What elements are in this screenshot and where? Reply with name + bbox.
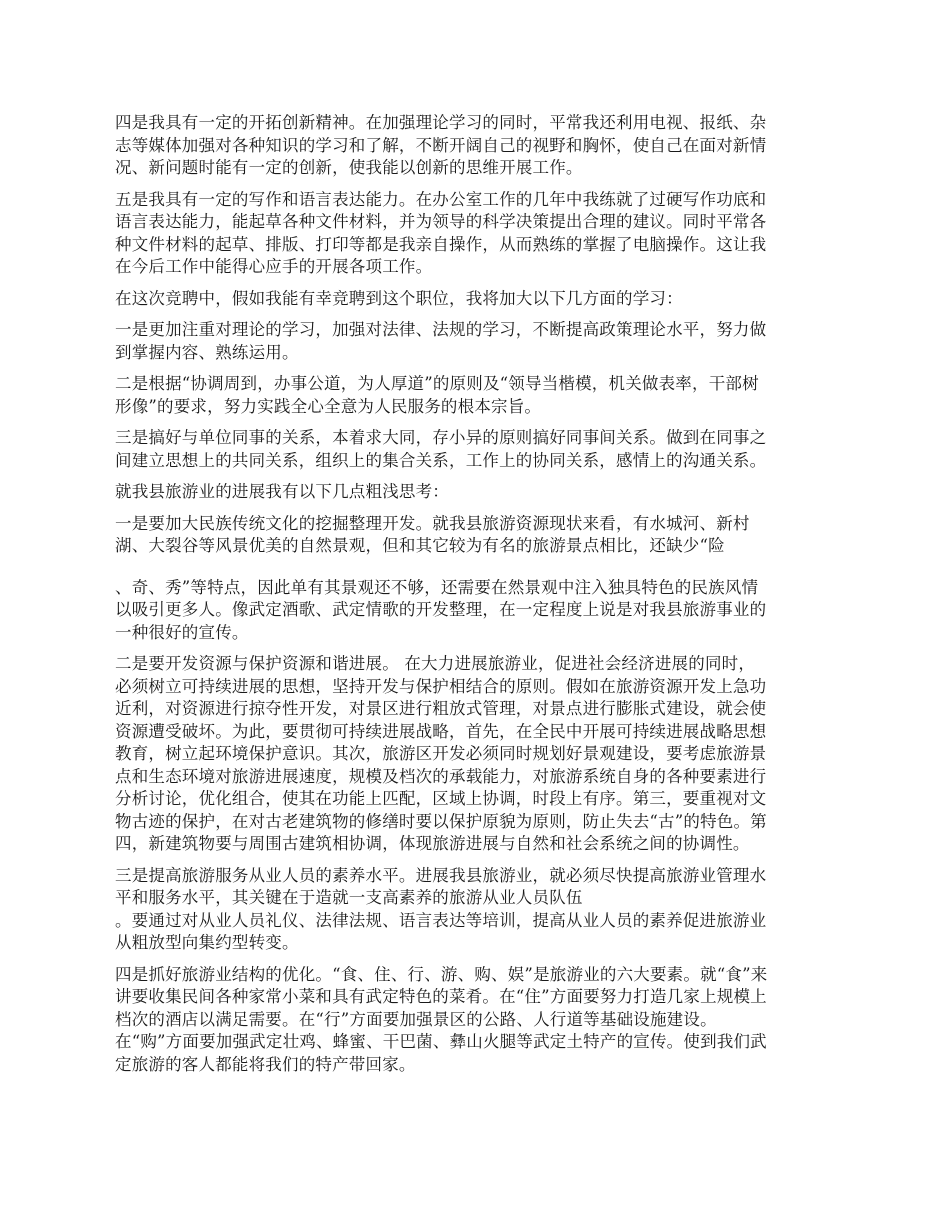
text-line: 以吸引更多人。像武定酒歌、武定情歌的开发整理，在一定程度上说是对我县旅游事业的 — [115, 600, 767, 619]
text-line: 点和生态环境对旅游进展速度，规模及档次的承载能力，对旅游系统自身的各种要素进行 — [115, 766, 767, 786]
text-line: 形像”的要求，努力实践全心全意为人民服务的根本宗旨。 — [115, 396, 542, 416]
text-line: 物古迹的保护，在对古老建筑物的修缮时要以保护原貌为原则，防止失去“古”的特色。第 — [115, 811, 767, 831]
text-line: 。要通过对从业人员礼仪、法律法规、语言表达等培训，提高从业人员的素养促进旅游业 — [115, 910, 767, 930]
paragraph — [115, 964, 841, 1077]
paragraph — [115, 427, 841, 472]
paragraph — [115, 513, 841, 558]
text-line: 讲要收集民间各种家常小菜和具有武定特色的菜肴。在“住”方面要努力打造几家上规模上 — [115, 987, 767, 1006]
text-line: 分析讨论，优化组合，使其在功能上匹配，区域上协调，时段上有序。第三，要重视对文 — [115, 789, 767, 808]
paragraph — [115, 373, 841, 418]
text-line: 湖、大裂谷等风景优美的自然景观，但和其它较为有名的旅游景点相比，还缺少“险 — [115, 536, 725, 555]
text-line: 一是更加注重对理论的学习，加强对法律、法规的学习，不断提高政策理论水平，努力做 — [115, 320, 767, 339]
text-line: 五是我具有一定的写作和语言表达能力。在办公室工作的几年中我练就了过硬写作功底和 — [115, 189, 767, 209]
paragraph — [115, 865, 841, 955]
text-line: 近利，对资源进行掠夺性开发，对景区进行粗放式管理，对景点进行膨胀式建设，就会使 — [115, 699, 767, 718]
text-line: 四，新建筑物要与周围古建筑相协调，体现旅游进展与自然和社会系统之间的协调性。 — [115, 834, 750, 853]
text-line: 资源遭受破坏。为此，要贯彻可持续进展战略，首先，在全民中开展可持续进展战略思想 — [115, 721, 767, 741]
text-line: 平和服务水平，其关键在于造就一支高素养的旅游从业人员队伍 — [115, 888, 583, 907]
text-line: 从粗放型向集约型转变。 — [115, 933, 299, 952]
document-body — [115, 112, 841, 1085]
paragraph — [115, 653, 841, 856]
text-line: 在今后工作中能得心应手的开展各项工作。 — [115, 257, 433, 276]
text-line: 四是我具有一定的开拓创新精神。在加强理论学习的同时，平常我还利用电视、报纸、杂 — [115, 113, 767, 132]
paragraph — [115, 189, 841, 279]
text-line: 二是要开发资源与保护资源和谐进展。 在大力进展旅游业，促进社会经济进展的同时， — [115, 654, 756, 673]
text-line: 语言表达能力，能起草各种文件材料，并为领导的科学决策提出合理的建议。同时平常各 — [115, 212, 767, 231]
paragraph-gap — [115, 567, 841, 577]
text-line: 一种很好的宣传。 — [115, 622, 249, 642]
text-line: 在“购”方面要加强武定壮鸡、蜂蜜、干巴菌、彝山火腿等武定土特产的宣传。使到我们武 — [115, 1032, 767, 1051]
text-line: 在这次竞聘中，假如我能有幸竞聘到这个职位，我将加大以下几方面的学习： — [115, 288, 683, 308]
text-line: 定旅游的客人都能将我们的特产带回家。 — [115, 1054, 416, 1074]
text-line: 间建立思想上的共同关系，组织上的集合关系，工作上的协同关系，感情上的沟通关系。 — [115, 450, 767, 470]
text-line: 志等媒体加强对各种知识的学习和了解，不断开阔自己的视野和胸怀，使自己在面对新情 — [115, 135, 767, 155]
text-line: 到掌握内容、熟练运用。 — [115, 342, 299, 362]
text-line: 必须树立可持续进展的思想，坚持开发与保护相结合的原则。假如在旅游资源开发上急功 — [115, 676, 767, 696]
text-line: 档次的酒店以满足需要。在“行”方面要加强景区的公路、人行道等基础设施建设。 — [115, 1009, 717, 1029]
text-line: 就我县旅游业的进展我有以下几点粗浅思考： — [115, 482, 449, 501]
text-line: 一是要加大民族传统文化的挖掘整理开发。就我县旅游资源现状来看，有水城河、新村 — [115, 513, 750, 533]
text-line: 种文件材料的起草、排版、打印等都是我亲自操作，从而熟练的掌握了电脑操作。这让我 — [115, 234, 767, 254]
text-line: 三是提高旅游服务从业人员的素养水平。进展我县旅游业，就必须尽快提高旅游业管理水 — [115, 865, 767, 885]
paragraph — [115, 577, 841, 645]
text-line: 三是搞好与单位同事的关系，本着求大同，存小异的原则搞好同事间关系。做到在同事之 — [115, 428, 767, 447]
paragraph — [115, 112, 841, 180]
paragraph — [115, 288, 841, 311]
text-line: 四是抓好旅游业结构的优化。“食、住、行、游、购、娱”是旅游业的六大要素。就“食”来 — [115, 964, 768, 984]
paragraph — [115, 319, 841, 364]
text-line: 教育，树立起环境保护意识。其次，旅游区开发必须同时规划好景观建设，要考虑旅游景 — [115, 744, 767, 763]
paragraph — [115, 481, 841, 504]
text-line: 二是根据“协调周到，办事公道，为人厚道”的原则及“领导当楷模，机关做表率，干部树 — [115, 374, 759, 393]
text-line: 况、新问题时能有一定的创新，使我能以创新的思维开展工作。 — [115, 158, 583, 177]
text-line: 、奇、秀”等特点，因此单有其景观还不够，还需要在然景观中注入独具特色的民族风情 — [115, 577, 759, 597]
